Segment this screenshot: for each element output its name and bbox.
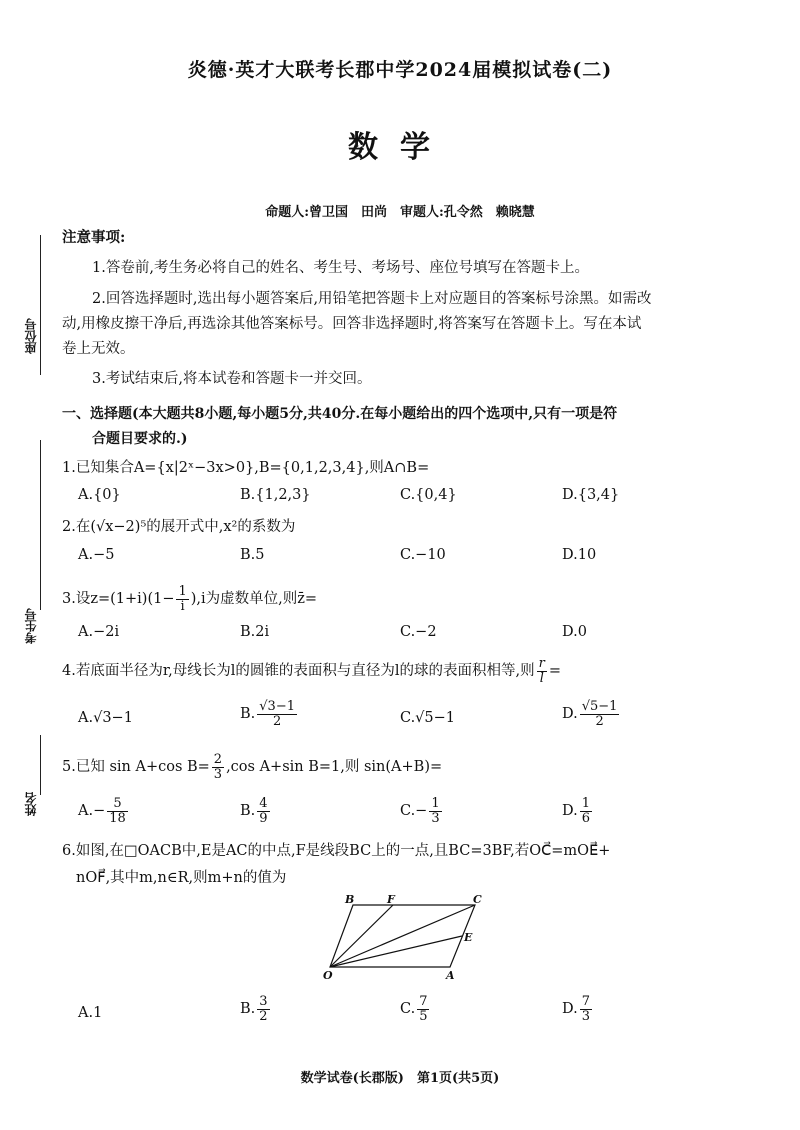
q6-d-num: 7 <box>581 994 590 1009</box>
q6-c-prefix: C. <box>400 1001 416 1018</box>
q5-frac-num: 2 <box>213 751 223 767</box>
q5-stem <box>62 750 442 784</box>
q5-fraction <box>212 753 224 781</box>
seat-number-label: 座位号 <box>24 318 38 354</box>
q5-d-den: 6 <box>581 810 590 826</box>
q4-frac-den: l <box>539 670 544 686</box>
q5-frac-den: 3 <box>213 766 223 782</box>
q6-line-1: 6.如图,在□OACB中,E是AC的中点,F是线段BC上的一点,且BC=3BF,若OC⃗=mOE⃗+ <box>62 843 611 859</box>
q1-option-d: D.{3,4} <box>562 487 620 503</box>
q6-d-fraction <box>580 995 592 1023</box>
name-label: 姓名 <box>24 792 38 816</box>
q5-c-den: 3 <box>431 810 440 826</box>
q6-b-den: 2 <box>259 1008 268 1024</box>
q4-d-fraction <box>580 700 620 728</box>
segment-OF <box>330 905 393 967</box>
name-line <box>40 735 41 795</box>
q6-d-prefix: D. <box>562 1001 578 1018</box>
q3-option-a: A.−2i <box>78 624 120 640</box>
q3-stem-a: 3.设z=(1+i)(1− <box>62 591 175 607</box>
q4-d-prefix: D. <box>562 706 578 723</box>
q3-frac-den: i <box>180 598 185 614</box>
section-heading-2: 合题目要求的.) <box>92 431 188 447</box>
q3-option-c: C.−2 <box>400 624 437 640</box>
q6-option-c <box>400 995 431 1023</box>
q5-c-num: 1 <box>431 796 440 811</box>
q3-stem-b: ),i为虚数单位,则z̄= <box>190 591 318 607</box>
q4-stem <box>62 654 561 688</box>
q2-option-a: A.−5 <box>78 547 115 563</box>
q4-option-c: C.√5−1 <box>400 710 456 726</box>
label-C: C <box>473 893 482 906</box>
q5-option-c <box>400 797 444 825</box>
label-O: O <box>323 969 333 982</box>
label-F: F <box>387 893 395 906</box>
q3-frac-num: 1 <box>178 583 187 599</box>
q4-d-num: √5−1 <box>581 699 618 714</box>
q4-b-fraction <box>257 700 297 728</box>
label-B: B <box>345 893 355 906</box>
q6-b-fraction <box>257 995 269 1023</box>
parallelogram-figure <box>315 893 490 983</box>
q4-stem-text: 4.若底面半径为r,母线长为l的圆锥的表面积与直径为l的球的表面积相等,则 <box>62 663 535 679</box>
q6-option-d <box>562 995 594 1023</box>
q5-d-num: 1 <box>581 796 590 811</box>
q5-option-a <box>78 797 130 825</box>
q5-c-fraction <box>429 797 441 825</box>
q5-a-den: 18 <box>109 810 126 826</box>
q5-b-num: 4 <box>259 796 268 811</box>
seat-line <box>40 235 41 375</box>
q5-a-fraction <box>107 797 128 825</box>
note-2c: 卷上无效。 <box>62 341 135 357</box>
q6-c-num: 7 <box>419 994 428 1009</box>
q4-b-prefix: B. <box>240 706 256 723</box>
q4-fraction <box>537 657 547 685</box>
q5-b-den: 9 <box>259 810 268 826</box>
note-3: 3.考试结束后,将本试卷和答题卡一并交回。 <box>92 371 372 387</box>
notes-heading: 注意事项: <box>62 229 126 246</box>
note-2a: 2.回答选择题时,选出每小题答案后,用铅笔把答题卡上对应题目的答案标号涂黑。如需改 <box>92 291 652 307</box>
q4-option-d <box>562 700 621 728</box>
q5-option-d <box>562 797 594 825</box>
q3-option-b: B.2i <box>240 624 270 640</box>
authors-line: 命题人:曾卫国 田尚 审题人:孔令然 赖晓慧 <box>265 205 535 220</box>
q5-d-fraction <box>580 797 592 825</box>
q4-b-num: √3−1 <box>259 699 295 714</box>
note-1: 1.答卷前,考生务必将自己的姓名、考生号、考场号、座位号填写在答题卡上。 <box>92 260 589 276</box>
q2-option-c: C.−10 <box>400 547 446 563</box>
q6-c-den: 5 <box>419 1008 428 1024</box>
q4-frac-num: r <box>538 655 545 671</box>
label-E: E <box>464 931 473 944</box>
q4-d-den: 2 <box>595 713 604 729</box>
q5-b-prefix: B. <box>240 803 256 820</box>
q4-option-b <box>240 700 299 728</box>
q5-c-prefix: C.− <box>400 803 428 820</box>
q6-c-fraction <box>417 995 429 1023</box>
q5-option-b <box>240 797 272 825</box>
q1-option-b: B.{1,2,3} <box>240 487 311 503</box>
q6-line-2: nOF⃗,其中m,n∈R,则m+n的值为 <box>76 870 287 886</box>
exam-title: 炎德·英才大联考长郡中学2024届模拟试卷(二) <box>187 59 613 81</box>
q6-option-a: A.1 <box>78 1005 103 1021</box>
q3-option-d: D.0 <box>562 624 587 640</box>
note-2b: 动,用橡皮擦干净后,再选涂其他答案标号。回答非选择题时,将答案写在答题卡上。写在本试 <box>62 316 642 332</box>
q6-b-prefix: B. <box>240 1001 256 1018</box>
q6-d-den: 3 <box>581 1008 590 1024</box>
q1-option-c: C.{0,4} <box>400 487 457 503</box>
q4-b-den: 2 <box>272 713 282 729</box>
q3-fraction <box>176 585 188 613</box>
page-footer: 数学试卷(长郡版) 第1页(共5页) <box>300 1071 500 1086</box>
q2-stem: 2.在(√x−2)⁵的展开式中,x²的系数为 <box>62 519 296 535</box>
q5-stem-b: ,cos A+sin B=1,则 sin(A+B)= <box>226 759 443 775</box>
q4-option-a: A.√3−1 <box>78 710 133 726</box>
q6-option-b <box>240 995 272 1023</box>
q5-d-prefix: D. <box>562 803 578 820</box>
segment-OE <box>330 936 462 967</box>
section-heading-1: 一、选择题(本大题共8小题,每小题5分,共40分.在每小题给出的四个选项中,只有一项是符 <box>62 406 618 422</box>
q5-b-fraction <box>257 797 269 825</box>
exam-number-label: 考生号 <box>24 608 38 644</box>
label-A: A <box>446 969 455 982</box>
q5-a-num: 5 <box>107 797 128 812</box>
subject-title: 数学 <box>348 130 452 165</box>
q1-option-a: A.{0} <box>78 487 121 503</box>
q2-option-d: D.10 <box>562 547 597 563</box>
q6-b-num: 3 <box>259 994 268 1009</box>
exam-number-line <box>40 440 41 610</box>
q5-stem-a: 5.已知 sin A+cos B= <box>62 759 210 775</box>
q2-option-b: B.5 <box>240 547 265 563</box>
q5-a-prefix: A.− <box>78 803 106 820</box>
q1-stem: 1.已知集合A={x|2ˣ−3x>0},B={0,1,2,3,4},则A∩B= <box>62 460 430 476</box>
q3-stem <box>62 582 317 616</box>
q4-stem-end: = <box>548 663 562 679</box>
